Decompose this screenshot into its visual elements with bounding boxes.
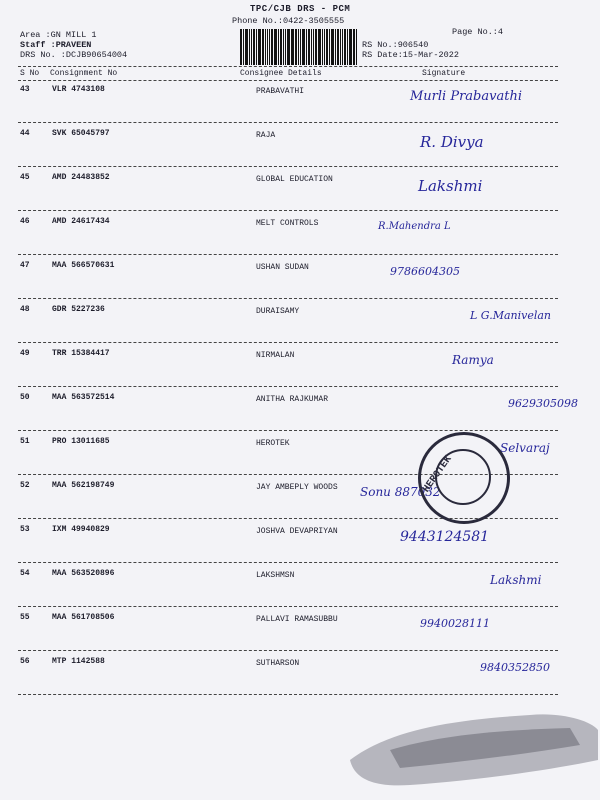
row-signature: 9840352850 <box>480 661 550 674</box>
row-separator <box>18 606 558 607</box>
row-signature: R.Mahendra L <box>378 221 451 232</box>
row-sno: 44 <box>20 129 30 138</box>
row-consignee: MELT CONTROLS <box>256 219 319 228</box>
row-consignment: AMD 24617434 <box>52 217 110 226</box>
row-signature: Murli Prabavathi <box>410 89 522 104</box>
row-sno: 52 <box>20 481 30 490</box>
rs-date: RS Date:15-Mar-2022 <box>362 50 459 60</box>
row-consignment: MAA 563572514 <box>52 393 115 402</box>
row-signature: 9940028111 <box>420 617 490 630</box>
row-sno: 43 <box>20 85 30 94</box>
row-signature: 9443124581 <box>400 529 490 545</box>
row-separator <box>18 386 558 387</box>
row-consignee: RAJA <box>256 131 276 140</box>
stamp-text: HEROTEK <box>421 454 455 495</box>
column-sno: S No <box>20 69 40 78</box>
column-consignment: Consignment No <box>50 69 118 78</box>
row-signature: 9786604305 <box>390 265 460 278</box>
row-sno: 53 <box>20 525 30 534</box>
row-signature: Lakshmi <box>418 177 483 195</box>
row-consignment: GDR 5227236 <box>52 305 105 314</box>
row-separator <box>18 254 558 255</box>
page-number: Page No.:4 <box>452 27 504 37</box>
row-consignment: SVK 65045797 <box>52 129 110 138</box>
row-consignee: LAKSHMSN <box>256 571 295 580</box>
row-consignee: NIRMALAN <box>256 351 295 360</box>
sheet-title: TPC/CJB DRS - PCM <box>250 4 351 14</box>
row-consignment: VLR 4743108 <box>52 85 105 94</box>
row-separator <box>18 166 558 167</box>
row-consignment: TRR 15384417 <box>52 349 110 358</box>
row-consignee: PRABAVATHI <box>256 87 305 96</box>
row-separator <box>18 210 558 211</box>
row-consignment: AMD 24483852 <box>52 173 110 182</box>
row-signature: Selvaraj <box>500 441 550 455</box>
row-separator <box>18 650 558 651</box>
row-consignment: IXM 49940829 <box>52 525 110 534</box>
row-separator <box>18 298 558 299</box>
row-consignment: MTP 1142588 <box>52 657 105 666</box>
row-consignee: ANITHA RAJKUMAR <box>256 395 329 404</box>
row-consignment: MAA 561708506 <box>52 613 115 622</box>
row-sno: 55 <box>20 613 30 622</box>
row-sno: 50 <box>20 393 30 402</box>
row-sno: 56 <box>20 657 30 666</box>
row-separator <box>18 430 558 431</box>
row-sno: 54 <box>20 569 30 578</box>
column-signature: Signature <box>422 69 466 78</box>
staff-label: Staff :PRAVEEN <box>20 40 92 50</box>
row-consignee: JOSHVA DEVAPRIYAN <box>256 527 338 536</box>
row-consignee: JAY AMBEPLY WOODS <box>256 483 338 492</box>
company-stamp <box>418 432 510 524</box>
row-consignment: PRO 13011685 <box>52 437 110 446</box>
phone-number: Phone No.:0422-3505555 <box>232 16 345 26</box>
row-consignee: SUTHARSON <box>256 659 300 668</box>
row-separator <box>18 342 558 343</box>
row-sno: 45 <box>20 173 30 182</box>
row-consignee: HEROTEK <box>256 439 290 448</box>
row-sno: 51 <box>20 437 30 446</box>
row-signature: R. Divya <box>420 133 484 151</box>
barcode-icon <box>240 29 358 65</box>
row-separator <box>18 562 558 563</box>
row-consignment: MAA 562198749 <box>52 481 115 490</box>
row-signature: Ramya <box>452 353 494 367</box>
ink-smudge-icon <box>330 690 600 790</box>
row-consignment: MAA 563520896 <box>52 569 115 578</box>
row-sno: 46 <box>20 217 30 226</box>
row-consignee: PALLAVI RAMASUBBU <box>256 615 338 624</box>
drs-number: DRS No. :DCJB90654004 <box>20 50 128 60</box>
row-sno: 47 <box>20 261 30 270</box>
header-right <box>362 30 459 60</box>
row-signature: Sonu 887032 <box>360 485 441 499</box>
column-consignee: Consignee Details <box>240 69 322 78</box>
row-signature: L G.Manivelan <box>470 309 552 322</box>
row-signature: 9629305098 <box>508 397 578 410</box>
row-consignee: DURAISAMY <box>256 307 300 316</box>
top-rule <box>18 66 558 67</box>
row-signature: Lakshmi <box>490 573 542 587</box>
area-label: Area :GN MILL 1 <box>20 30 97 40</box>
row-sno: 48 <box>20 305 30 314</box>
header-left <box>20 30 127 60</box>
row-sno: 49 <box>20 349 30 358</box>
row-consignee: USHAN SUDAN <box>256 263 309 272</box>
row-separator <box>18 122 558 123</box>
row-consignee: GLOBAL EDUCATION <box>256 175 333 184</box>
rs-number: RS No.:906540 <box>362 40 429 50</box>
header-rule <box>18 80 558 81</box>
row-consignment: MAA 566570631 <box>52 261 115 270</box>
